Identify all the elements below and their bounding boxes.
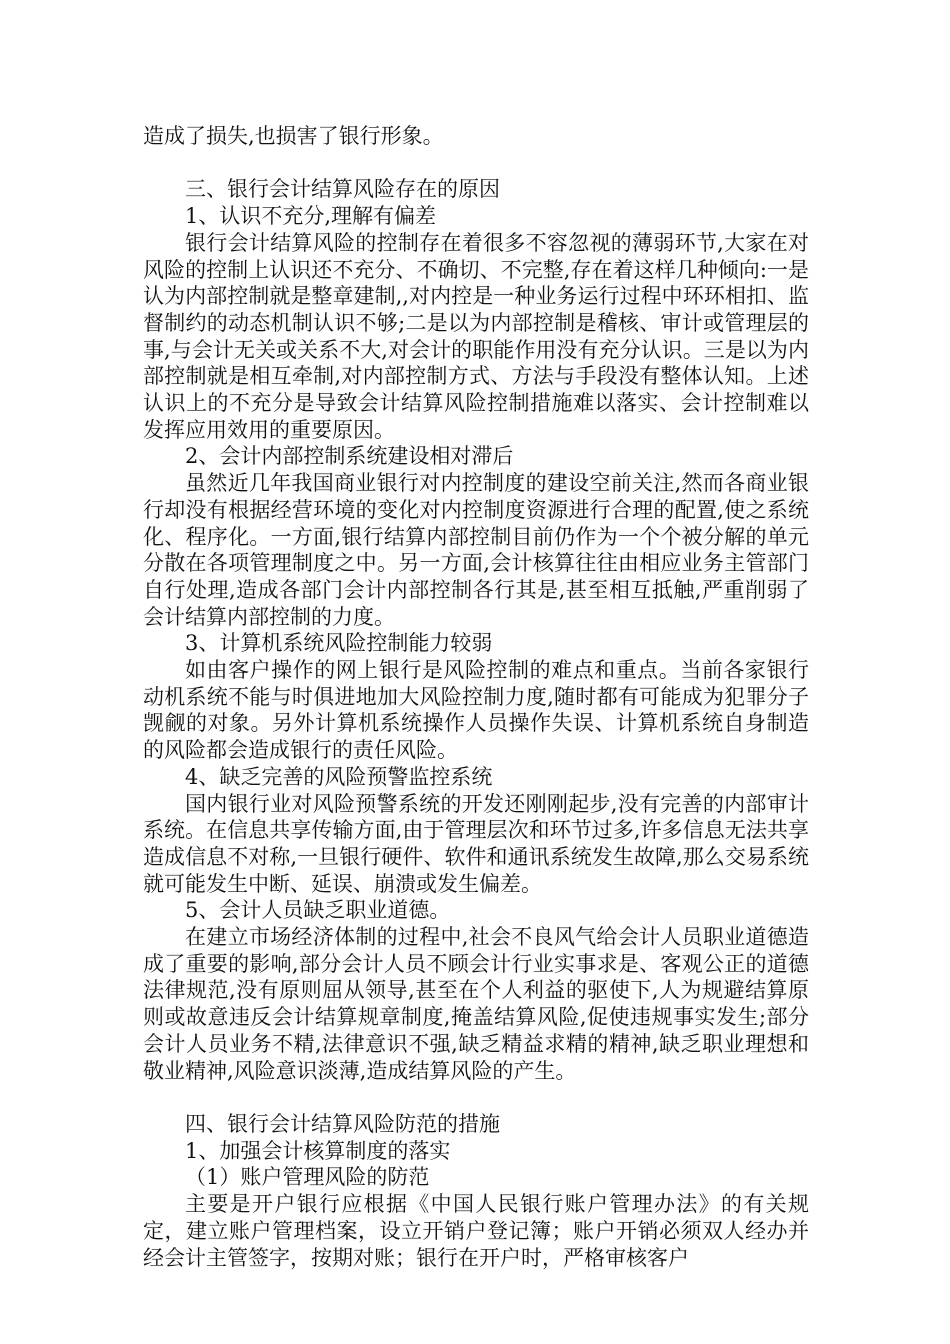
section4-heading: 四、银行会计结算风险防范的措施 [185, 1111, 500, 1136]
blank-line [143, 150, 809, 177]
section3-item5-title: 5、会计人员缺乏职业道德。 [185, 898, 451, 923]
section3-item4-body: 国内银行业对风险预警系统的开发还刚刚起步,没有完善的内部审计系统。在信息共享传输方面,由于管理层次和环节过多,许多信息无法共享造成信息不对称,一旦银行硬件、软件和通讯系统发生故障,那么交易系统就可能发生中断、延误、崩溃或发生偏差。 [143, 791, 809, 896]
blank-line [143, 1084, 809, 1111]
section3-heading: 三、银行会计结算风险存在的原因 [185, 177, 500, 202]
section3-item3-body: 如由客户操作的网上银行是风险控制的难点和重点。当前各家银行动机系统不能与时俱进地加大风险控制力度,随时都有可能成为犯罪分子觊觎的对象。另外计算机系统操作人员操作失误、计算机系统自身制造的风险都会造成银行的责任风险。 [143, 658, 809, 763]
section4-sub1-title: （1）账户管理风险的防范 [185, 1165, 430, 1190]
section3-item2-body: 虽然近几年我国商业银行对内控制度的建设空前关注,然而各商业银行却没有根据经营环境的变化对内控制度资源进行合理的配置,使之系统化、程序化。一方面,银行结算内部控制目前仍作为一个个被分解的单元分散在各项管理制度之中。另一方面,会计核算往往由相应业务主管部门自行处理,造成各部门会计内部控制各行其是,甚至相互抵触,严重削弱了会计结算内部控制的力度。 [143, 471, 809, 629]
section4-sub1-body: 主要是开户银行应根据《中国人民银行账户管理办法》的有关规定，建立账户管理档案，设立开销户登记簿；账户开销必须双人经办并经会计主管签字，按期对账；银行在开户时，严格审核客户 [143, 1192, 809, 1270]
document-body [143, 123, 809, 1271]
section4-item1-title: 1、加强会计核算制度的落实 [185, 1138, 451, 1163]
section3-item5-body: 在建立市场经济体制的过程中,社会不良风气给会计人员职业道德造成了重要的影响,部分会计人员不顾会计行业实事求是、客观公正的道德法律规范,没有原则屈从领导,甚至在个人利益的驱使下,人为规避结算原则或故意违反会计结算规章制度,掩盖结算风险,促使违规事实发生;部分会计人员业务不精,法律意识不强,缺乏精益求精的精神,缺乏职业理想和敬业精神,风险意识淡薄,造成结算风险的产生。 [143, 925, 809, 1083]
section3-item4-title: 4、缺乏完善的风险预警监控系统 [185, 764, 493, 789]
section3-item1-title: 1、认识不充分,理解有偏差 [185, 204, 437, 229]
section3-item1-body: 银行会计结算风险的控制存在着很多不容忽视的薄弱环节,大家在对风险的控制上认识还不充分、不确切、不完整,存在着这样几种倾向:一是认为内部控制就是整章建制,,对内控是一种业务运行过程中环环相扣、监督制约的动态机制认识不够;二是以为内部控制是稽核、审计或管理层的事,与会计无关或关系不大,对会计的职能作用没有充分认识。三是以为内部控制就是相互牵制,对内部控制方式、方法与手段没有整体认知。上述认识上的不充分是导致会计结算风险控制措施难以落实、会计控制难以发挥应用效用的重要原因。 [143, 230, 809, 442]
section3-item2-title: 2、会计内部控制系统建设相对滞后 [185, 444, 514, 469]
section3-item3-title: 3、计算机系统风险控制能力较弱 [185, 631, 493, 656]
intro-fragment: 造成了损失,也损害了银行形象。 [143, 124, 444, 148]
